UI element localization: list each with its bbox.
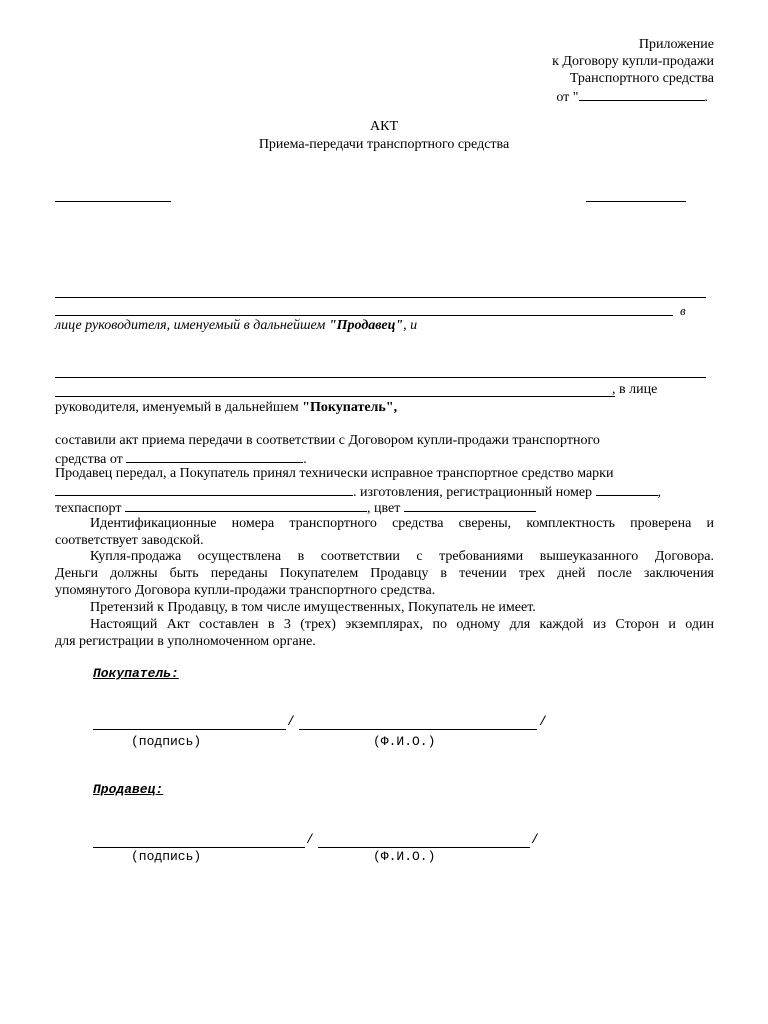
seller-role-name: "Продавец" (328, 318, 404, 333)
seller-signature-slash: / (306, 832, 314, 847)
p4-line-1: Купля-продажа осуществлена в соответствии с требованиями вышеуказанного Договора. (90, 549, 714, 564)
buyer-suffix: , в лице (612, 382, 658, 397)
p5-line-1: Претензий к Продавцу, в том числе имущественных, Покупатель не имеет. (90, 600, 536, 615)
p2-line-1: Продавец передал, а Покупатель принял технически исправное транспортное средство марки (55, 466, 614, 481)
p4-line-2: Деньги должны быть переданы Покупателем Продавцу в течении трех дней после заключения (55, 566, 714, 581)
contract-date-blank[interactable] (126, 449, 303, 463)
seller-name-blank[interactable] (318, 847, 530, 848)
p6-line-1: Настоящий Акт составлен в 3 (трех) экземплярах, по одному для каждой из Сторон и один (90, 617, 714, 632)
buyer-signature-row (93, 712, 553, 732)
seller-signature-slash-end: / (531, 832, 539, 847)
document-title: АКТ (370, 119, 398, 134)
color-label: , цвет (367, 501, 401, 516)
seller-signature-caption: (подпись) (131, 849, 202, 864)
appendix-line-3: Транспортного средства (569, 71, 714, 86)
tech-passport-label: техпаспорт (55, 501, 122, 516)
p3-line-2: соответствует заводской. (55, 533, 204, 548)
buyer-signature-label: Покупатель: (93, 666, 179, 681)
appendix-date-line (552, 87, 708, 106)
buyer-signature-blank[interactable] (93, 729, 286, 730)
p4-line-3: упомянутого Договора купли-продажи транспортного средства. (55, 583, 436, 598)
appendix-block (552, 36, 714, 106)
seller-name-blank-2[interactable] (55, 315, 673, 316)
seller-signature-blank[interactable] (93, 847, 305, 848)
tech-passport-blank[interactable] (125, 498, 367, 512)
seller-role-end: , и (403, 318, 418, 333)
seller-role-text: лице руководителя, именуемый в дальнейшем (55, 318, 329, 333)
document-subtitle: Приема-передачи транспортного средства (258, 137, 510, 152)
vehicle-brand-blank[interactable] (55, 482, 353, 496)
buyer-signature-slash: / (287, 714, 295, 729)
buyer-name-blank-2[interactable] (55, 396, 615, 397)
appendix-date-prefix: от " (556, 90, 579, 105)
seller-name-blank-1[interactable] (55, 297, 706, 298)
p1-line-2-end: . (303, 452, 307, 467)
appendix-date-suffix: . (704, 90, 708, 105)
buyer-role-line (55, 399, 397, 416)
buyer-role-text: руководителя, именуемый в дальнейшем (55, 400, 303, 415)
appendix-date-blank[interactable] (579, 87, 705, 101)
p1-line-1: составили акт приема передачи в соответствии с Договором купли-продажи транспортного (55, 433, 600, 448)
p2-line-2-text: . изготовления, регистрационный номер (353, 485, 593, 500)
appendix-line-1: Приложение (638, 37, 714, 52)
p6-line-2: для регистрации в уполномоченном органе. (55, 634, 316, 649)
registration-number-blank[interactable] (596, 482, 658, 496)
appendix-line-2: к Договору купли-продажи (552, 54, 714, 69)
buyer-name-caption: (Ф.И.О.) (373, 734, 436, 749)
p2-line-2-end: , (657, 485, 662, 500)
buyer-name-blank[interactable] (299, 729, 537, 730)
seller-signature-label: Продавец: (93, 782, 164, 797)
seller-role-line (55, 317, 417, 334)
seller-name-caption: (Ф.И.О.) (373, 849, 436, 864)
seller-suffix: в (680, 303, 686, 318)
buyer-signature-caption: (подпись) (131, 734, 202, 749)
date-blank[interactable] (586, 201, 686, 202)
buyer-name-blank-1[interactable] (55, 377, 706, 378)
buyer-role-name: "Покупатель", (302, 400, 398, 415)
city-blank[interactable] (55, 201, 171, 202)
buyer-signature-slash-end: / (539, 714, 547, 729)
color-blank[interactable] (404, 498, 536, 512)
p3-line-1: Идентификационные номера транспортного средства сверены, комплектность проверена и (90, 516, 714, 531)
seller-signature-row (93, 830, 553, 850)
p1-line-2-text: средства от (55, 452, 123, 467)
